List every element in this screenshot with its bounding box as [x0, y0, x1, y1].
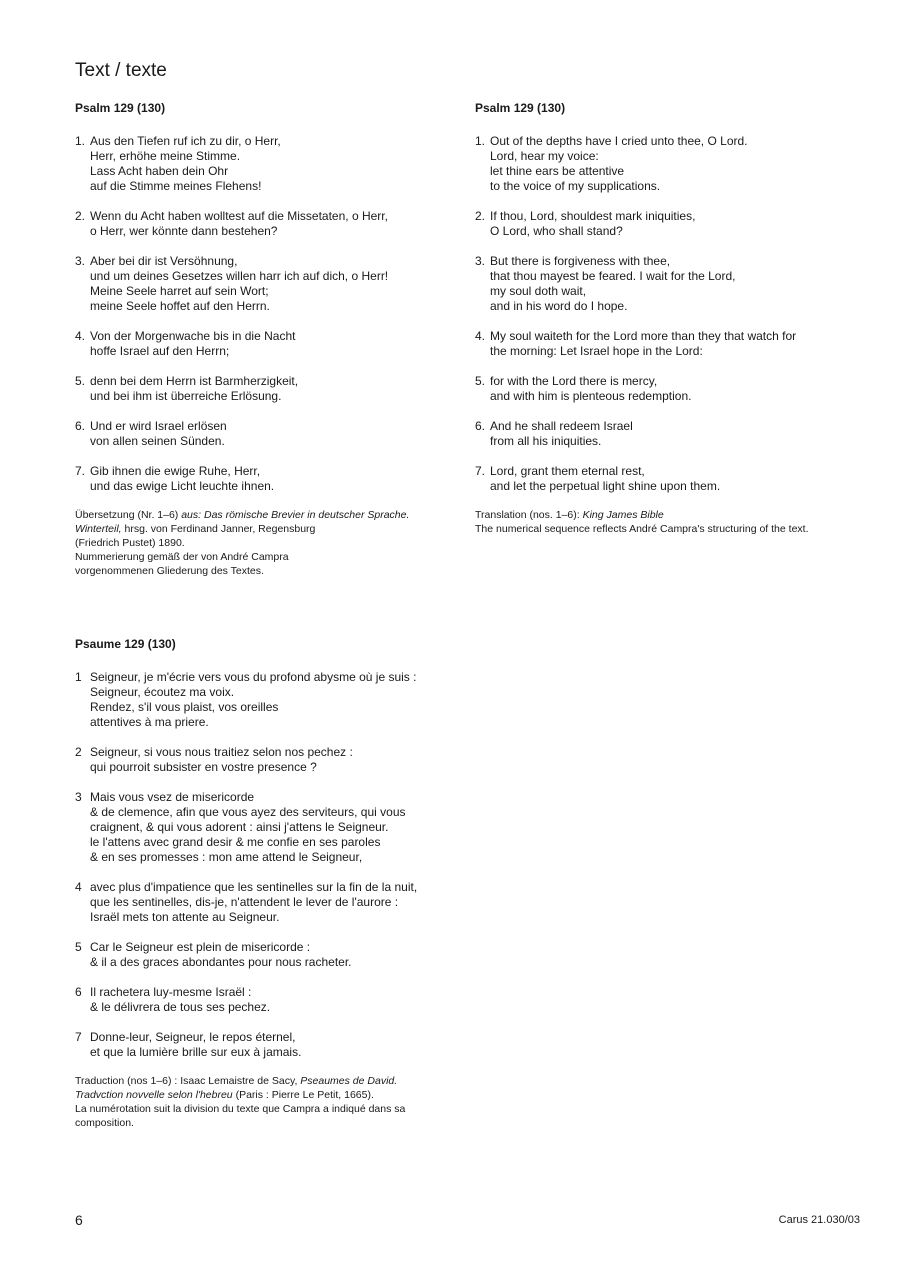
- verse-number: 7.: [75, 464, 86, 478]
- verse-text: Il rachetera luy-mesme Israël :: [90, 985, 252, 999]
- verse-1: [75, 134, 465, 194]
- verse-number: 1.: [475, 134, 486, 148]
- verse-1: [475, 134, 875, 194]
- verse-line: [75, 880, 475, 895]
- verse-line: [475, 134, 875, 149]
- verse-text: Aus den Tiefen ruf ich zu dir, o Herr,: [90, 134, 281, 148]
- verse-text: for with the Lord there is mercy,: [490, 374, 658, 388]
- german-heading: Psalm 129 (130): [75, 101, 166, 115]
- verse-line: le l'attens avec grand desir & me confie en ses paroles: [90, 835, 381, 849]
- verse-line: [75, 464, 465, 479]
- german-text-column: [75, 101, 465, 578]
- verse-line: and with him is plenteous redemption.: [490, 389, 692, 403]
- verse-6: [475, 419, 875, 449]
- verse-line: [75, 209, 465, 224]
- verse-text: But there is forgiveness with thee,: [490, 254, 671, 268]
- verse-line: and let the perpetual light shine upon them.: [490, 479, 721, 493]
- verse-line: [475, 464, 875, 479]
- verse-text: Mais vous vsez de misericorde: [90, 790, 255, 804]
- verse-line: [75, 985, 475, 1000]
- note-text: (Friedrich Pustet) 1890.: [75, 537, 185, 549]
- french-heading: Psaume 129 (130): [75, 637, 176, 651]
- note-title: Tradvction novvelle selon l'hebreu: [75, 1089, 233, 1101]
- note-title: Pseaumes de David.: [300, 1075, 398, 1087]
- verse-line: let thine ears be attentive: [490, 164, 625, 178]
- verse-line: [475, 209, 875, 224]
- verse-line: meine Seele hoffet auf den Herrn.: [90, 299, 270, 313]
- verse-number: 7: [75, 1030, 82, 1044]
- verse-5: [75, 374, 465, 404]
- verse-line: Rendez, s'il vous plaist, vos oreilles: [90, 700, 279, 714]
- verse-text: Wenn du Acht haben wolltest auf die Missetaten, o Herr,: [90, 209, 388, 223]
- verse-line: [475, 329, 875, 344]
- verse-line: [75, 419, 465, 434]
- verse-line: Lass Acht haben dein Ohr: [90, 164, 229, 178]
- verse-line: & le délivrera de tous ses pechez.: [90, 1000, 271, 1014]
- verse-number: 1: [75, 670, 82, 684]
- verse-line: o Herr, wer könnte dann bestehen?: [90, 224, 278, 238]
- verse-line: my soul doth wait,: [490, 284, 587, 298]
- verse-line: und das ewige Licht leuchte ihnen.: [90, 479, 275, 493]
- verse-6: [75, 985, 475, 1015]
- verse-number: 1.: [75, 134, 86, 148]
- verse-text: If thou, Lord, shouldest mark iniquities,: [490, 209, 696, 223]
- verse-number: 5.: [475, 374, 486, 388]
- verse-line: & il a des graces abondantes pour nous racheter.: [90, 955, 352, 969]
- verse-number: 4: [75, 880, 82, 894]
- verse-3: [475, 254, 875, 314]
- verse-line: [75, 374, 465, 389]
- note-text: The numerical sequence reflects André Campra's structuring of the text.: [475, 523, 809, 535]
- verse-7: [75, 464, 465, 494]
- english-heading: Psalm 129 (130): [475, 101, 566, 115]
- note-text: composition.: [75, 1117, 134, 1129]
- note-text: Traduction (nos 1–6) : Isaac Lemaistre de Sacy,: [75, 1075, 301, 1087]
- english-verses: [475, 134, 875, 494]
- verse-line: [75, 329, 465, 344]
- verse-text: Aber bei dir ist Versöhnung,: [90, 254, 238, 268]
- verse-number: 4.: [75, 329, 86, 343]
- verse-text: Seigneur, si vous nous traitiez selon nos pechez :: [90, 745, 353, 759]
- verse-line: [75, 1030, 475, 1045]
- verse-6: [75, 419, 465, 449]
- french-source-note: [75, 1074, 475, 1130]
- verse-text: Car le Seigneur est plein de misericorde :: [90, 940, 311, 954]
- english-source-note: [475, 508, 875, 536]
- verse-number: 2.: [475, 209, 486, 223]
- verse-text: Donne-leur, Seigneur, le repos éternel,: [90, 1030, 296, 1044]
- verse-4: [75, 329, 465, 359]
- page-title: Text / texte: [75, 60, 167, 81]
- verse-line: [75, 254, 465, 269]
- verse-line: Lord, hear my voice:: [490, 149, 599, 163]
- note-text: Übersetzung (Nr. 1–6): [75, 509, 182, 521]
- verse-2: [475, 209, 875, 239]
- verse-line: O Lord, who shall stand?: [490, 224, 623, 238]
- verse-line: craignent, & qui vous adorent : ainsi j'attens le Seigneur.: [90, 820, 389, 834]
- verse-number: 5: [75, 940, 82, 954]
- verse-text: avec plus d'impatience que les sentinelles sur la fin de la nuit,: [90, 880, 418, 894]
- verse-line: attentives à ma priere.: [90, 715, 209, 729]
- verse-line: und bei ihm ist überreiche Erlösung.: [90, 389, 282, 403]
- verse-5: [475, 374, 875, 404]
- verse-line: que les sentinelles, dis-je, n'attendent le lever de l'aurore :: [90, 895, 399, 909]
- verse-line: [75, 940, 475, 955]
- verse-line: [475, 254, 875, 269]
- verse-line: [75, 134, 465, 149]
- english-text-column: [475, 101, 875, 536]
- verse-text: Seigneur, je m'écrie vers vous du profond abysme où je suis :: [90, 670, 417, 684]
- verse-number: 2.: [75, 209, 86, 223]
- verse-text: Und er wird Israel erlösen: [90, 419, 227, 433]
- verse-line: Seigneur, écoutez ma voix.: [90, 685, 235, 699]
- verse-number: 5.: [75, 374, 86, 388]
- verse-text: Out of the depths have I cried unto thee, O Lord.: [490, 134, 748, 148]
- verse-line: [75, 670, 475, 685]
- verse-7: [475, 464, 875, 494]
- verse-line: from all his iniquities.: [490, 434, 602, 448]
- verse-line: Meine Seele harret auf sein Wort;: [90, 284, 269, 298]
- verse-line: to the voice of my supplications.: [490, 179, 661, 193]
- verse-line: auf die Stimme meines Flehens!: [90, 179, 262, 193]
- verse-line: the morning: Let Israel hope in the Lord:: [490, 344, 703, 358]
- note-text: (Paris : Pierre Le Petit, 1665).: [232, 1089, 374, 1101]
- verse-number: 2: [75, 745, 82, 759]
- verse-line: qui pourroit subsister en vostre presence ?: [90, 760, 317, 774]
- german-verses: [75, 134, 465, 494]
- verse-number: 4.: [475, 329, 486, 343]
- verse-line: & en ses promesses : mon ame attend le Seigneur,: [90, 850, 363, 864]
- note-text: La numérotation suit la division du texte que Campra a indiqué dans sa: [75, 1103, 406, 1115]
- catalog-code: Carus 21.030/03: [778, 1214, 860, 1226]
- verse-2: [75, 209, 465, 239]
- verse-line: Herr, erhöhe meine Stimme.: [90, 149, 241, 163]
- verse-text: My soul waiteth for the Lord more than they that watch for: [490, 329, 797, 343]
- note-text: vorgenommenen Gliederung des Textes.: [75, 565, 264, 577]
- verse-number: 3: [75, 790, 82, 804]
- french-text-column: [75, 637, 475, 1130]
- verse-line: that thou mayest be feared. I wait for the Lord,: [490, 269, 736, 283]
- verse-number: 6.: [75, 419, 86, 433]
- verse-text: Lord, grant them eternal rest,: [490, 464, 645, 478]
- verse-line: von allen seinen Sünden.: [90, 434, 225, 448]
- verse-3: [75, 254, 465, 314]
- note-title: King James Bible: [582, 509, 664, 521]
- note-title: aus: Das römische Brevier in deutscher Sprache.: [181, 509, 410, 521]
- verse-4: [475, 329, 875, 359]
- verse-line: und um deines Gesetzes willen harr ich auf dich, o Herr!: [90, 269, 389, 283]
- verse-line: [75, 745, 475, 760]
- verse-line: [475, 374, 875, 389]
- verse-1: [75, 670, 475, 730]
- verse-text: And he shall redeem Israel: [490, 419, 633, 433]
- verse-line: Israël mets ton attente au Seigneur.: [90, 910, 280, 924]
- verse-number: 3.: [475, 254, 486, 268]
- verse-5: [75, 940, 475, 970]
- verse-line: & de clemence, afin que vous ayez des serviteurs, qui vous: [90, 805, 406, 819]
- verse-text: Von der Morgenwache bis in die Nacht: [90, 329, 296, 343]
- note-title: Winterteil,: [75, 523, 122, 535]
- verse-number: 6.: [475, 419, 486, 433]
- verse-line: and in his word do I hope.: [490, 299, 628, 313]
- verse-line: [75, 790, 475, 805]
- verse-number: 3.: [75, 254, 86, 268]
- verse-3: [75, 790, 475, 865]
- page-number: 6: [75, 1212, 83, 1228]
- note-text: Nummerierung gemäß der von André Campra: [75, 551, 289, 563]
- verse-text: Gib ihnen die ewige Ruhe, Herr,: [90, 464, 261, 478]
- verse-number: 7.: [475, 464, 486, 478]
- verse-line: et que la lumière brille sur eux à jamais.: [90, 1045, 302, 1059]
- note-text: hrsg. von Ferdinand Janner, Regensburg: [121, 523, 316, 535]
- german-source-note: [75, 508, 465, 578]
- verse-2: [75, 745, 475, 775]
- verse-7: [75, 1030, 475, 1060]
- verse-text: denn bei dem Herrn ist Barmherzigkeit,: [90, 374, 299, 388]
- verse-line: [475, 419, 875, 434]
- note-text: Translation (nos. 1–6):: [475, 509, 583, 521]
- french-verses: [75, 670, 475, 1060]
- verse-line: hoffe Israel auf den Herrn;: [90, 344, 230, 358]
- verse-4: [75, 880, 475, 925]
- verse-number: 6: [75, 985, 82, 999]
